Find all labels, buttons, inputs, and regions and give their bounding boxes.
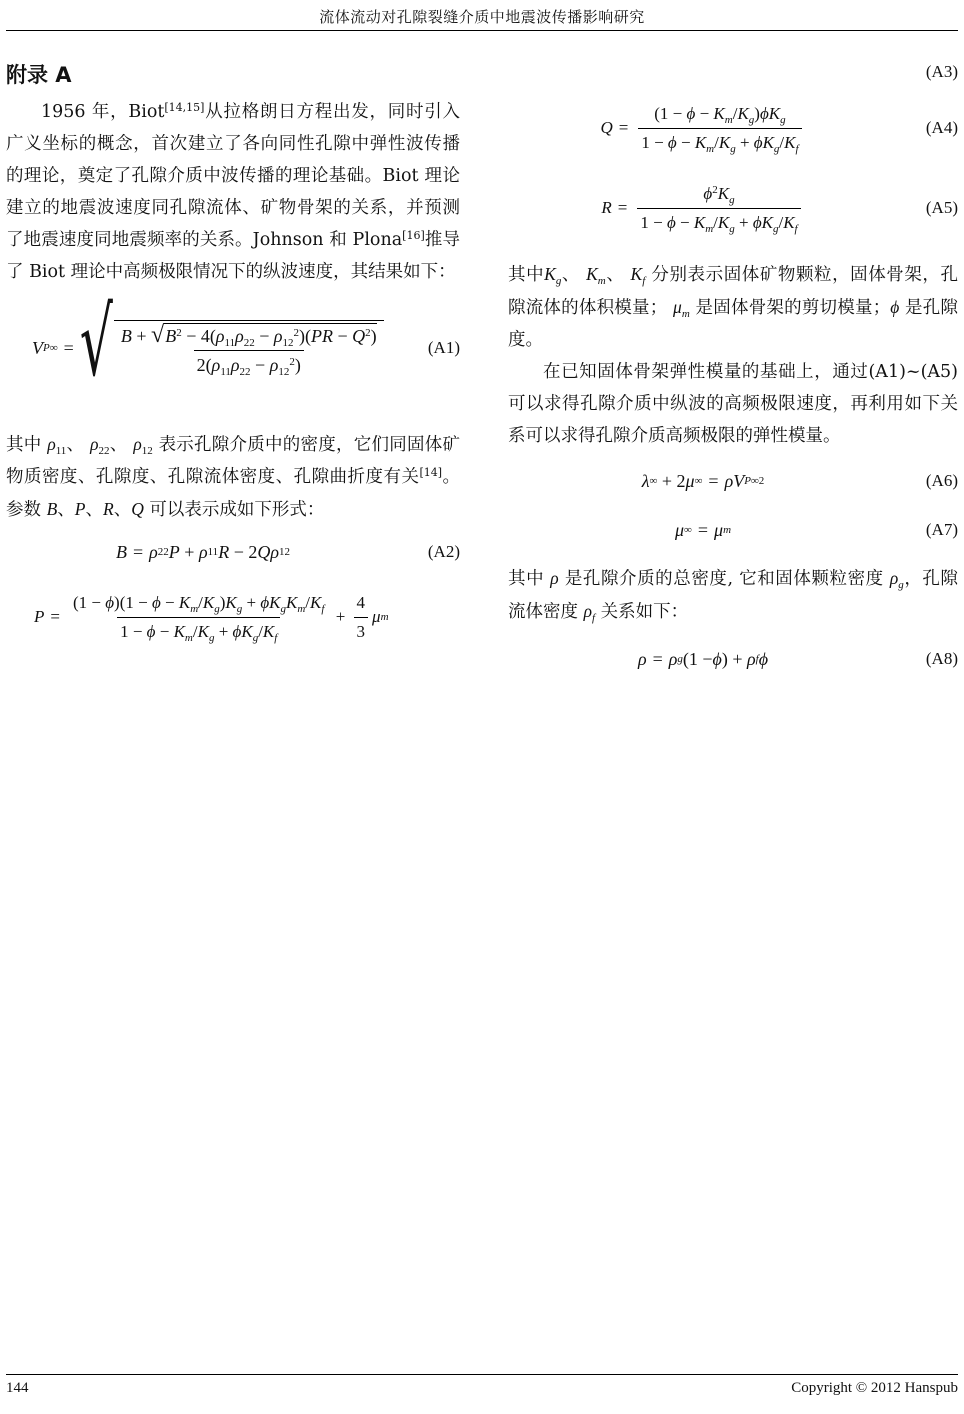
- citation: [14,15]: [164, 101, 205, 114]
- equation-a4: [508, 90, 958, 166]
- text-run: 是孔隙度。: [508, 298, 958, 350]
- footer-rule: [6, 1374, 958, 1375]
- appendix-title: 附录 A: [6, 63, 72, 87]
- paragraph-biot-intro: [6, 96, 460, 288]
- equation-body: P = $\frac{(1 - \phi)(1 - \phi - K_m/K_g)K_g + \phi K_gK_m/K_f}{1 - \phi - K_m/K_g + \phi K_g/K_f}$ + $\frac{4}{3}$ μ m: [34, 592, 389, 644]
- equation-body: ρ = ρ g (1 − ϕ ) + ρ f ϕ: [637, 649, 769, 669]
- equation-a5: [508, 168, 958, 248]
- paragraph-moduli: 其中$K_g$、 $K_m$、 $K_f$ 分别表示固体矿物颗粒，固体骨架，孔隙流体的体积模量； $\mu_m$ 是固体骨架的剪切模量；ϕ 是孔隙度。: [508, 264, 959, 350]
- citation: [16]: [402, 229, 425, 242]
- equation-a3: [6, 580, 460, 654]
- text-run: 、: [85, 500, 103, 520]
- paragraph-high-freq: 在已知固体骨架弹性模量的基础上，通过(A1)~(A5)可以求得孔隙介质中纵波的高频极限速度，再利用如下关系可以求得孔隙介质高频极限的弹性模量。: [508, 362, 958, 446]
- paragraph-density-params: 其中 $\rho_{11}$、 $\rho_{22}$、 $\rho_{12}$ 表示孔隙介质中的密度，它们同固体矿物质密度、孔隙度、孔隙流体密度、孔隙曲折度有关[14]。参数 B、P、R、Q 可以表示成如下形式：: [6, 434, 461, 520]
- equation-body: R = $\frac{\phi^2K_g}{1 - \phi - K_m/K_g + \phi K_g/K_f}$: [508, 182, 898, 235]
- equation-a7: [508, 508, 958, 552]
- text-run: 分别表示固体矿物颗粒，固体骨架，孔隙流体的体积模量；: [508, 265, 959, 318]
- equation-a3-label-row: [508, 58, 958, 86]
- text-run: 推导了 Biot 理论中高频极限情况下的纵波速度，其结果如下：: [6, 230, 461, 282]
- equation-a2: [6, 532, 460, 572]
- equation-label: (A2): [427, 542, 460, 561]
- text-run: 表示孔隙介质中的密度，它们同固体矿物质密度、孔隙度、孔隙流体密度、孔隙曲折度有关: [6, 435, 460, 487]
- text-run: 、: [109, 435, 128, 455]
- text-run: 从拉格朗日方程出发，同时引入广义坐标的概念，首次建立了各向同性孔隙中弹性波传播的理论，奠定了孔隙介质中波传播的理论基础。Biot 理论建立的地震波速度同孔隙流体、矿物骨架的关系，并预测了地震速度同地震频率的关系。Johnson 和 Plona: [6, 102, 461, 250]
- text-run: 、: [113, 500, 132, 520]
- paragraph-total-density: 其中 ρ 是孔隙介质的总密度, 它和固体颗粒密度 $\rho_g$，孔隙流体密度 $\rho_f$ 关系如下：: [508, 568, 958, 624]
- equation-label: (A4): [925, 118, 958, 137]
- page-number: 144: [6, 1380, 29, 1396]
- running-title: 流体流动对孔隙裂缝介质中地震波传播影响研究: [319, 8, 645, 26]
- equation-body: Q = $\frac{(1 - \phi - K_m/K_g)\phi K_g}{1 - \phi - K_m/K_g + \phi K_g/K_f}$: [508, 102, 898, 155]
- equation-label: (A8): [925, 649, 958, 668]
- left-column: [6, 58, 460, 654]
- text-run: 其中: [508, 569, 545, 589]
- text-run: 1956 年，Biot: [41, 102, 165, 122]
- square-root: √ B + √ $B^2 - 4(\rho_{11}\rho_{22} - \rho_{12}^2)(PR - Q^2)$ $2(\rho_{11}\rho_{22} - \rho_{12}^2)$: [80, 320, 384, 377]
- equation-label: (A7): [925, 520, 958, 539]
- equation-body: V P∞ = √ B + √ $B^2 - 4(\rho_{11}\rho_{22} - \rho_{12}^2)(PR - Q^2)$ $2(\rho_{11}\rho_{22} - \rho_{12}^2)$: [6, 320, 400, 377]
- equation-label: (A3): [925, 62, 958, 81]
- text-run: 其中: [6, 435, 42, 455]
- text-run: 是固体骨架的剪切模量；: [695, 298, 891, 318]
- text-run: 其中: [508, 265, 545, 285]
- text-run: 、: [57, 500, 75, 520]
- equation-label: (A6): [925, 471, 958, 490]
- text-run: ，孔隙流体密度: [508, 569, 958, 622]
- text-run: 、: [605, 265, 625, 285]
- copyright-notice: Copyright © 2012 Hanspub: [791, 1380, 958, 1396]
- text-run: 可以表示成如下形式：: [149, 500, 325, 520]
- equation-label: (A5): [925, 198, 958, 217]
- header-rule: [6, 30, 958, 31]
- right-column: [508, 58, 958, 682]
- equation-body: B = ρ 22 P + ρ 11 R − 2 Q ρ 12: [116, 542, 290, 562]
- text-run: 、: [561, 265, 580, 285]
- equation-a8: [508, 636, 958, 682]
- text-run: 、: [66, 435, 85, 455]
- equation-a6: [508, 458, 958, 504]
- text-run: 关系如下：: [600, 602, 689, 622]
- equation-a1: [6, 288, 460, 408]
- equation-label: (A1): [427, 338, 460, 357]
- citation: [14]: [419, 466, 443, 479]
- text-run: 是孔隙介质的总密度, 它和固体颗粒密度: [564, 569, 884, 589]
- equation-body: λ ∞ + 2 μ ∞ = ρV P∞ 2: [641, 471, 765, 491]
- text-run: 。参数: [6, 467, 461, 520]
- equation-body: μ ∞ = μ m: [674, 520, 732, 540]
